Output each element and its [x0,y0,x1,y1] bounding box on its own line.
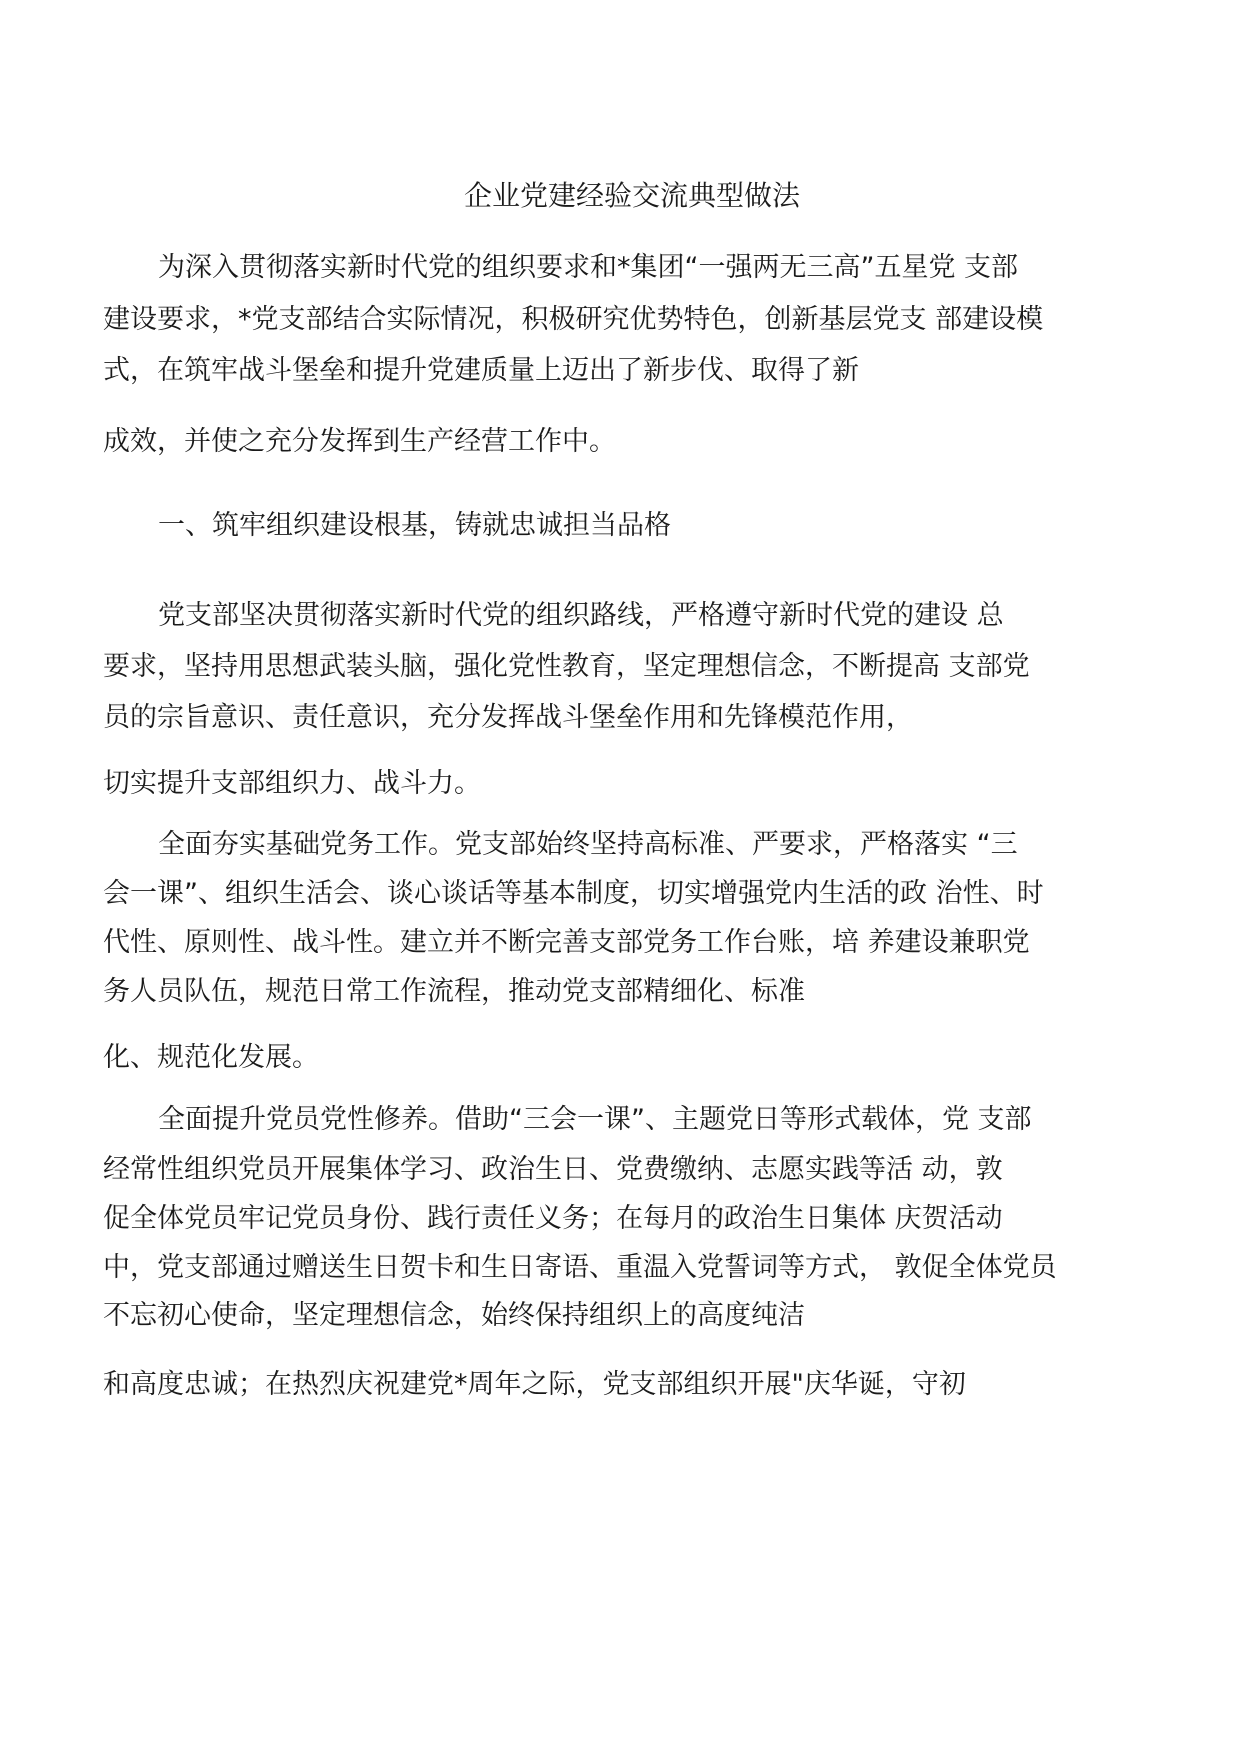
paragraph-line: 务人员队伍，规范日常工作流程，推动党支部精细化、标准 [103,976,805,1007]
paragraph-line: 为深入贯彻落实新时代党的组织要求和*集团“一强两无三高”五星党 支部 [158,252,1019,283]
paragraph-line: 员的宗旨意识、责任意识，充分发挥战斗堡垒作用和先锋模范作用， [103,702,913,733]
paragraph-line: 会一课”、组织生活会、谈心谈话等基本制度，切实增强党内生活的政 治性、时 [103,878,1044,909]
paragraph-line: 中，党支部通过赠送生日贺卡和生日寄语、重温入党誓词等方式， 敦促全体党员 [103,1252,1057,1283]
paragraph-line: 促全体党员牢记党员身份、践行责任义务；在每月的政治生日集体 庆贺活动 [103,1203,1003,1234]
paragraph-line: 不忘初心使命，坚定理想信念，始终保持组织上的高度纯洁 [103,1300,805,1331]
paragraph-line: 代性、原则性、战斗性。建立并不断完善支部党务工作台账，培 养建设兼职党 [103,927,1030,958]
paragraph-line: 党支部坚决贯彻落实新时代党的组织路线，严格遵守新时代党的建设 总 [158,600,1004,631]
paragraph-line: 切实提升支部组织力、战斗力。 [103,768,481,799]
paragraph-line: 成效，并使之充分发挥到生产经营工作中。 [103,426,616,457]
paragraph-line: 经常性组织党员开展集体学习、政治生日、党费缴纳、志愿实践等活 动，敦 [103,1154,1003,1185]
paragraph-line: 建设要求，*党支部结合实际情况，积极研究优势特色，创新基层党支 部建设模 [103,304,1044,335]
paragraph-line: 式，在筑牢战斗堡垒和提升党建质量上迈出了新步伐、取得了新 [103,355,859,386]
section-heading: 一、筑牢组织建设根基，铸就忠诚担当品格 [158,510,671,541]
paragraph-line: 要求，坚持用思想武装头脑，强化党性教育，坚定理想信念，不断提高 支部党 [103,651,1030,682]
paragraph-line: 和高度忠诚；在热烈庆祝建党*周年之际，党支部组织开展"庆华诞，守初 [103,1369,966,1400]
document-title: 企业党建经验交流典型做法 [464,179,801,212]
paragraph-line: 全面提升党员党性修养。借助“三会一课”、主题党日等形式载体，党 支部 [158,1104,1032,1135]
paragraph-line: 全面夯实基础党务工作。党支部始终坚持高标准、严要求，严格落实 “三 [158,829,1018,860]
paragraph-line: 化、规范化发展。 [103,1042,319,1073]
